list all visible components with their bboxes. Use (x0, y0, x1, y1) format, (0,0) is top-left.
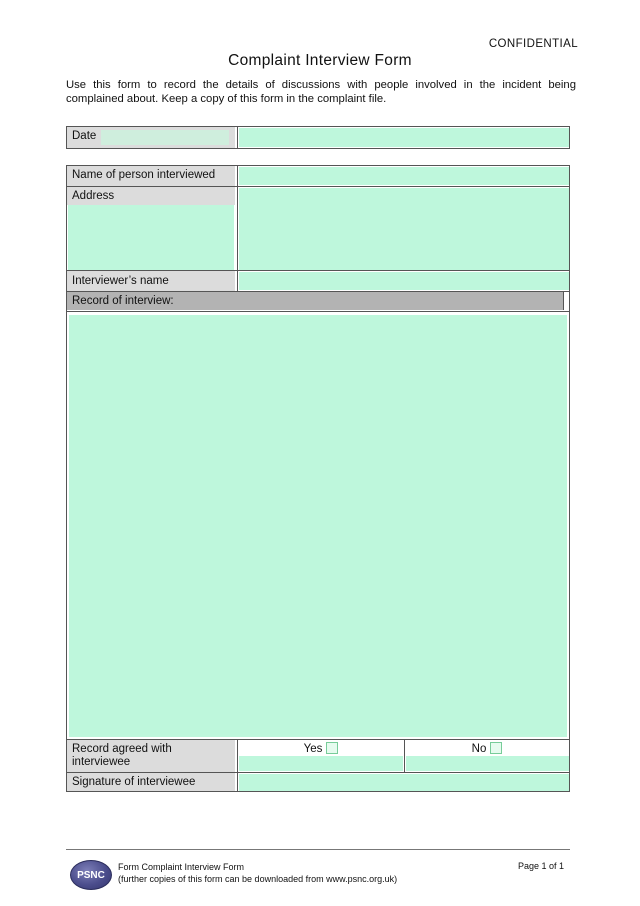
interviewer-label (67, 271, 235, 291)
footer-copies-note: (further copies of this form can be downloaded from www.psnc.org.uk) (118, 874, 398, 884)
intro-text: Use this form to record the details of discussions with people involved in the incident being complained about. Keep a copy of this form in the complaint file. (66, 79, 576, 105)
psnc-logo (70, 860, 112, 890)
yes-checkbox[interactable] (326, 742, 338, 754)
interviewer-input[interactable] (239, 272, 569, 290)
address-label (67, 187, 235, 205)
name-label (67, 166, 235, 186)
footer-form-name: Form Complaint Interview Form (118, 862, 245, 872)
no-option (405, 742, 569, 755)
divider (237, 127, 238, 148)
yes-label: Yes (303, 743, 323, 755)
record-label-text: Record of interview: (72, 295, 174, 307)
page-number: Page 1 of 1 (517, 861, 564, 871)
date-input[interactable] (239, 128, 569, 147)
interviewer-label-text: Interviewer’s name (72, 275, 169, 287)
record-input[interactable] (69, 315, 567, 737)
agreed-label (67, 740, 235, 772)
address-label-text: Address (72, 190, 115, 202)
footer-text (118, 861, 397, 885)
no-field[interactable] (406, 756, 569, 771)
divider (237, 166, 238, 291)
page-title: Complaint Interview Form (228, 52, 412, 69)
signature-input[interactable] (239, 774, 569, 791)
yes-option (238, 742, 404, 755)
interview-table (66, 165, 570, 792)
agreed-label-text: Record agreed with interviewee (72, 743, 172, 768)
signature-label (67, 773, 235, 791)
signature-label-text: Signature of interviewee (72, 776, 196, 788)
name-label-text: Name of person interviewed (72, 169, 216, 181)
yes-field[interactable] (239, 756, 403, 771)
footer-divider (66, 849, 570, 850)
address-left-fill (68, 205, 234, 270)
confidential-label: CONFIDENTIAL (488, 38, 578, 50)
no-checkbox[interactable] (490, 742, 502, 754)
address-input[interactable] (239, 188, 569, 270)
date-label-field-hint (101, 130, 229, 145)
date-label-text: Date (72, 130, 97, 142)
divider (67, 311, 569, 312)
date-section (66, 126, 570, 149)
name-input[interactable] (239, 167, 569, 185)
no-label: No (471, 743, 487, 755)
divider (563, 292, 564, 310)
record-label (67, 292, 563, 310)
logo-text: PSNC (77, 869, 105, 881)
